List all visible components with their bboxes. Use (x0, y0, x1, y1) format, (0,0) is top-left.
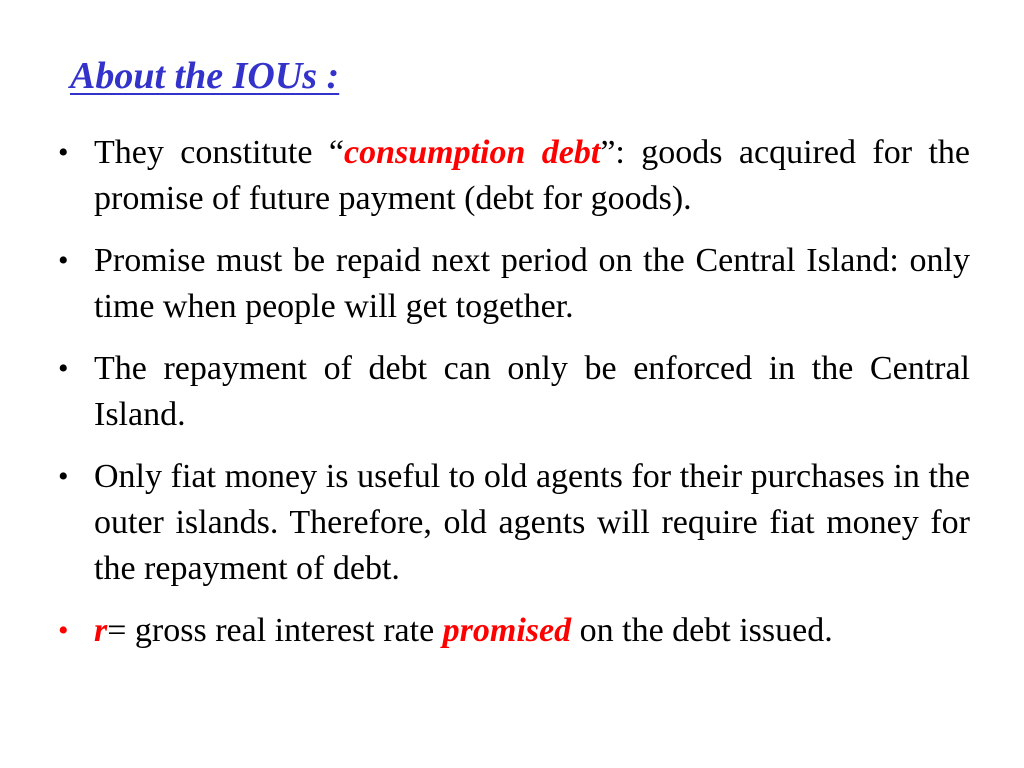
emphasis-term: consumption debt (343, 134, 601, 171)
bullet-marker: • (58, 614, 69, 647)
bullet-text: The repayment of debt can only be enforced in the Central Island. (94, 350, 970, 433)
bullet-marker: • (58, 136, 69, 169)
bullet-text: Only fiat money is useful to old agents for their purchases in the outer islands. Therefore, old agents will require fiat money for the repayment of debt. (94, 458, 970, 587)
bullet-item-interest-rate (56, 608, 970, 654)
bullet-text: ”: goods acquired for the promise of future payment (debt for goods). (94, 134, 970, 217)
emphasis-term: promised (442, 612, 572, 649)
bullet-text: Promise must be repaid next period on the Central Island: only time when people will get together. (94, 242, 970, 325)
bullet-marker: • (58, 352, 69, 385)
bullet-list (56, 130, 970, 654)
bullet-text: = gross real interest rate (107, 612, 443, 649)
slide-title: About the IOUs : (70, 55, 340, 97)
bullet-text: on the debt issued. (571, 612, 833, 649)
bullet-item-consumption-debt (56, 130, 970, 222)
variable-r: r (94, 612, 108, 649)
bullet-marker: • (58, 244, 69, 277)
bullet-item-repayment-promise (56, 238, 970, 330)
bullet-text: They constitute “ (94, 134, 344, 171)
bullet-item-enforcement (56, 346, 970, 438)
bullet-item-fiat-money (56, 454, 970, 592)
bullet-marker: • (58, 460, 69, 493)
